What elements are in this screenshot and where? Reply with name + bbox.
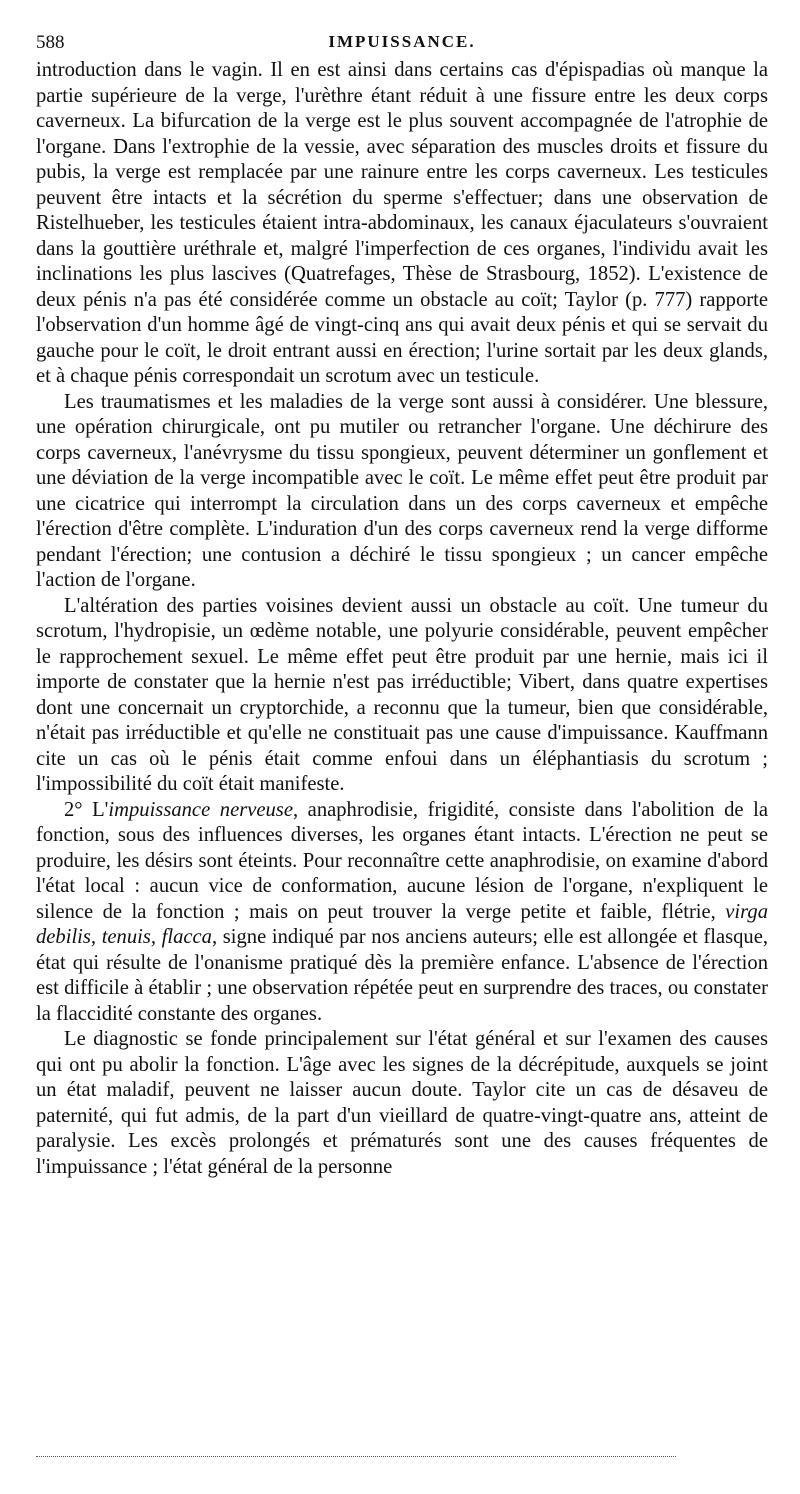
- paragraph-3: L'altération des parties voisines devient aussi un obstacle au coït. Une tumeur du scrotum, l'hydropisie, un œdème notable, une polyurie considérable, peuvent empêcher le rapprochement sexuel. Le même effet peut être produit par une hernie, mais ici il importe de constater que la hernie n'est pas irréductible; Vibert, dans quatre expertises dont une concernait un cryptorchide, a reconnu que la tumeur, bien que considérable, n'était pas irréductible et qu'elle ne constituait pas une cause d'impuissance. Kauffmann cite un cas où le pénis était comme enfoui dans un éléphantiasis du scrotum ; l'impossibilité du coït était manifeste.: [36, 594, 768, 795]
- paragraph-4: 2° L'impuissance nerveuse, anaphrodisie, frigidité, consiste dans l'abolition de la fonction, sous des influences diverses, les organes étant intacts. L'érection ne peut se produire, les désirs sont éteints. Pour reconnaître cette anaphrodisie, on examine d'abord l'état local : aucun vice de conformation, aucune lésion de l'organe, n'expliquent le silence de la fonction ; mais on peut trouver la verge petite et faible, flétrie, virga debilis, tenuis, flacca, signe indiqué par nos anciens auteurs; elle est allongée et flasque, état qui résulte de l'onanisme pratiqué dès la première enfance. L'absence de l'érection est difficile à établir ; une observation répétée peut en surprendre des traces, ou constater la flaccidité constante des organes.: [36, 798, 768, 1025]
- paragraph-2: Les traumatismes et les maladies de la verge sont aussi à considérer. Une blessure, une opération chirurgicale, ont pu mutiler ou retrancher l'organe. Une déchirure des corps caverneux, l'anévrysme du tissu spongieux, peuvent déterminer un gonflement et une déviation de la verge incompatible avec le coït. Le même effet peut être produit par une cicatrice qui interrompt la circulation dans un des corps caverneux et empêche l'érection d'être complète. L'induration d'un des corps caverneux rend la verge difforme pendant l'érection; une contusion a déchiré le tissu spongieux ; un cancer empêche l'action de l'organe.: [36, 390, 768, 591]
- running-title: IMPUISSANCE.: [328, 32, 476, 51]
- paragraph-1: introduction dans le vagin. Il en est ainsi dans certains cas d'épispadias où manque la partie supérieure de la verge, l'urèthre étant réduit à une fissure entre les deux corps caverneux. La bifurcation de la verge est le plus souvent accompagnée de l'atrophie de l'organe. Dans l'extrophie de la vessie, avec séparation des muscles droits et fissure du pubis, la verge est remplacée par une rainure entre les corps caverneux. Les testicules peuvent être intacts et la sécrétion du sperme s'effectuer; dans une observation de Ristelhueber, les testicules étaient intra-abdominaux, les canaux éjaculateurs s'ouvraient dans la gouttière uréthrale et, malgré l'imperfection de ces organes, l'individu avait les inclinations les plus lascives (Quatrefages, Thèse de Strasbourg, 1852). L'existence de deux pénis n'a pas été considérée comme un obstacle au coït; Taylor (p. 777) rapporte l'observation d'un homme âgé de vingt-cinq ans qui avait deux pénis et qui se servait du gauche pour le coït, le droit entrant aussi en érection; l'urine sortait par les deux glands, et à chaque pénis correspondait un scrotum avec un testicule.: [36, 59, 768, 387]
- body-text: [36, 58, 768, 1180]
- page-header: [36, 28, 768, 58]
- paragraph-5: Le diagnostic se fonde principalement sur l'état général et sur l'examen des causes qui ont pu abolir la fonction. L'âge avec les signes de la décrépitude, auxquels se joint un état maladif, peuvent ne laisser aucun doute. Taylor cite un cas de désaveu de paternité, qui fut admis, de la part d'un vieillard de quatre-vingt-quatre ans, atteint de paralysie. Les excès prolongés et prématurés sont une des causes fréquentes de l'impuissance ; l'état général de la personne: [36, 1028, 768, 1178]
- page-number: 588: [36, 32, 65, 53]
- footer-rule: [36, 1456, 676, 1457]
- page: [36, 28, 768, 1180]
